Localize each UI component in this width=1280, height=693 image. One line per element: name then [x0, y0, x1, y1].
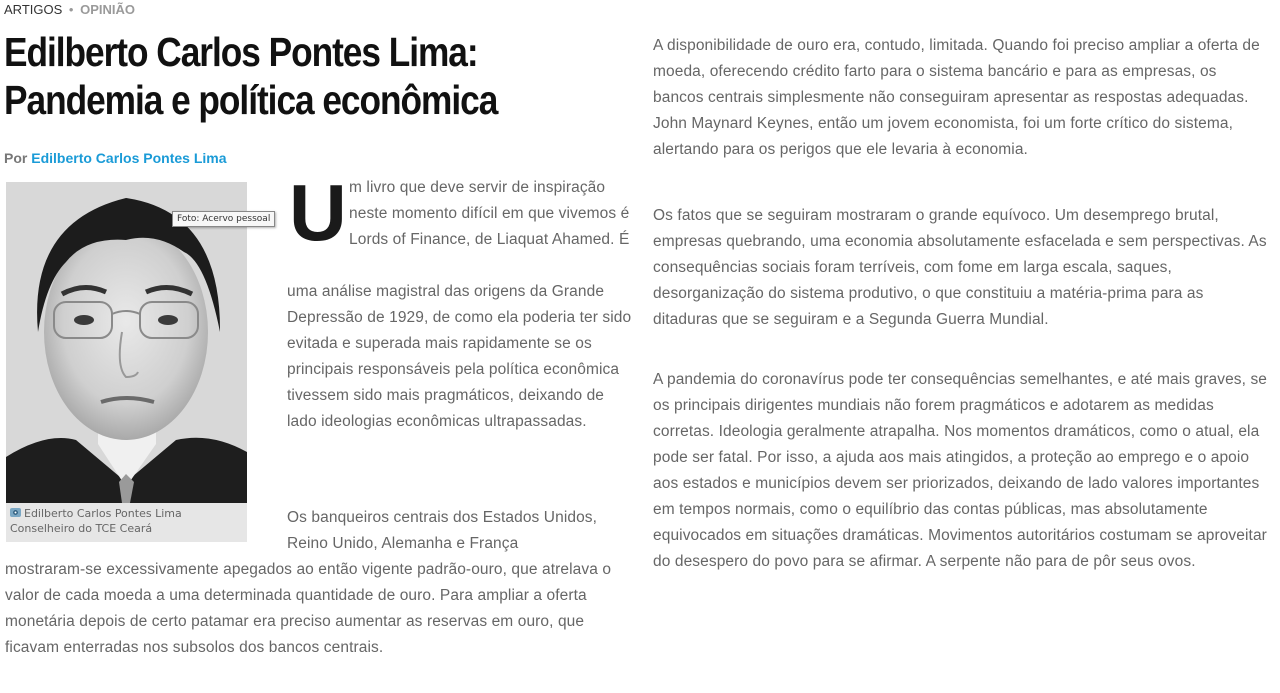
paragraph-2-rest: mostraram-se excessivamente apegados ao então vigente padrão-ouro, que atrelava o valor de cada moeda a uma determinada quantidade de ouro. Para ampliar a oferta monetária depois de certo patamar era preciso aumentar as reservas em ouro, que ficavam enterradas nos subsolos dos bancos centrais. — [5, 561, 612, 656]
photo-caption — [10, 506, 245, 536]
author-link[interactable]: Edilberto Carlos Pontes Lima — [31, 150, 227, 166]
byline — [4, 150, 227, 166]
article-title: Edilberto Carlos Pontes Lima: Pandemia e política econômica — [4, 29, 498, 123]
author-photo-figure — [6, 182, 247, 542]
paragraph-5: A pandemia do coronavírus pode ter consequências semelhantes, e até mais graves, se os principais dirigentes mundiais não forem pragmáticos e adotarem as medidas corretas. Ideologia geralmente atrapalha. Nos momentos dramáticos, como o atual, ela pode ser fatal. Por isso, a ajuda aos mais atingidos, a proteção ao emprego e o apoio aos estados e municípios devem ser priorizados, deixando de lado valores importantes em tempos normais, como o equilíbrio das contas públicas, mas absolutamente equivocados em situações dramáticas. Movimentos autoritários costumam se aproveitar do desespero do povo para se afirmar. A serpente não para de pôr seus ovos. — [653, 371, 1268, 570]
breadcrumb-section[interactable]: ARTIGOS — [4, 2, 63, 17]
camera-icon — [10, 508, 21, 517]
paragraph-4: Os fatos que se seguiram mostraram o grande equívoco. Um desemprego brutal, empresas quebrando, uma economia absolutamente esfacelada e sem perspectivas. As consequências sociais foram terríveis, com fome em larga escala, saques, desorganização do sistema produtivo, o que constituiu a matéria-prima para as ditaduras que se seguiram e a Segunda Guerra Mundial. — [653, 207, 1267, 328]
portrait-image — [6, 182, 247, 503]
paragraph-1-rest: uma análise magistral das origens da Grande Depressão de 1929, de como ela poderia ter sido evitada e superada mais rapidamente se os principais responsáveis pela política econômica tivessem sido mais pragmáticos, deixando de lado ideologias econômicas ultrapassadas. — [287, 283, 632, 430]
paragraph-1-lead: m livro que deve servir de inspiração neste momento difícil em que vivemos é Lords of Finance, de Liaquat Ahamed. É — [349, 179, 630, 248]
byline-prefix: Por — [4, 150, 28, 166]
photo-credit-tooltip: Foto: Acervo pessoal — [172, 211, 275, 227]
caption-name: Edilberto Carlos Pontes Lima — [24, 507, 182, 520]
caption-role: Conselheiro do TCE Ceará — [10, 522, 153, 535]
author-photo[interactable] — [6, 182, 247, 503]
breadcrumb-separator: • — [68, 2, 74, 17]
breadcrumb — [4, 2, 135, 17]
dropcap-letter: U — [289, 168, 347, 257]
paragraph-2-lead: Os banqueiros centrais dos Estados Unidos, Reino Unido, Alemanha e França — [287, 509, 598, 552]
paragraph-3: A disponibilidade de ouro era, contudo, limitada. Quando foi preciso ampliar a oferta de moeda, oferecendo crédito farto para o sistema bancário e para as empresas, os bancos centrais simplesmente não conseguiram apresentar as respostas adequadas. John Maynard Keynes, então um jovem economista, foi um forte crítico do sistema, alertando para os perigos que ele levaria à economia. — [653, 37, 1260, 158]
breadcrumb-current[interactable]: OPINIÃO — [80, 2, 135, 17]
